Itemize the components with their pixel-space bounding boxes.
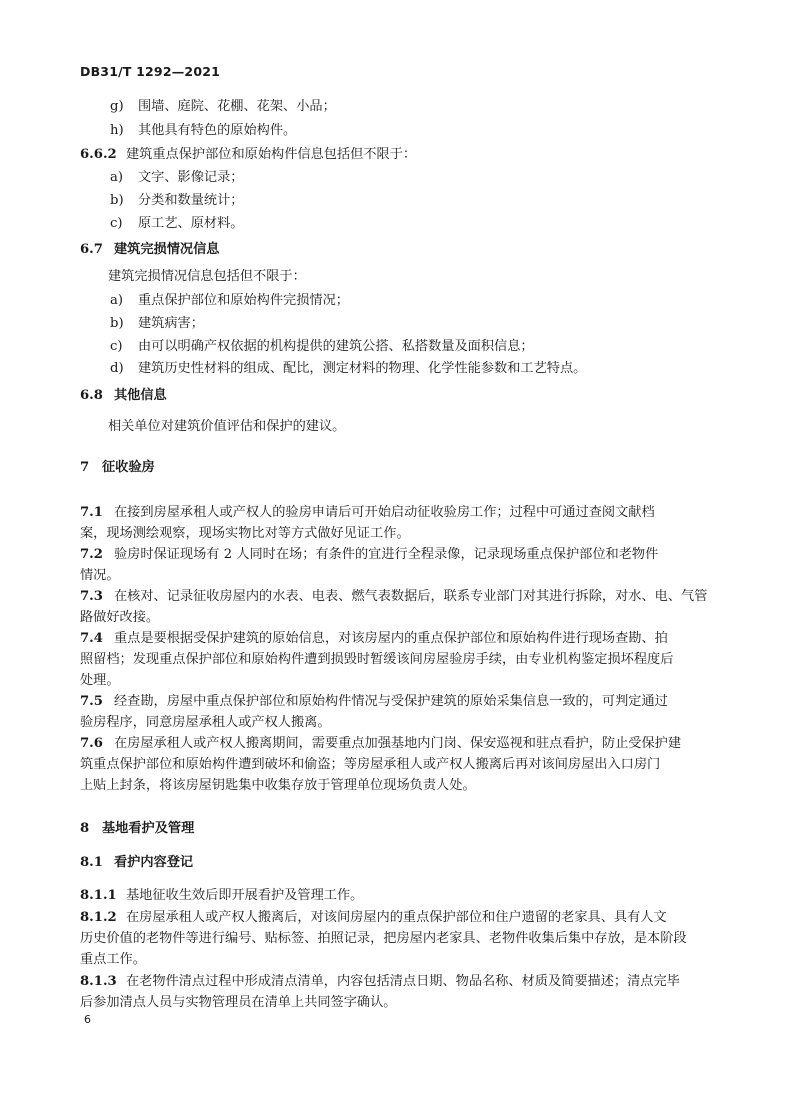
paragraph-continuation: 上贴上封条，将该房屋钥匙集中收集存放于管理单位现场负责人处。 xyxy=(80,778,476,793)
clause-number: 7.1 xyxy=(80,505,103,520)
paragraph-continuation: 验房程序，同意房屋承租人或产权人搬离。 xyxy=(80,715,331,730)
clause-text: 基地征收生效后即开展看护及管理工作。 xyxy=(126,888,364,903)
section-title: 看护内容登记 xyxy=(114,855,194,870)
paragraph: 相关单位对建筑价值评估和保护的建议。 xyxy=(108,419,346,434)
clause-number: 7.3 xyxy=(80,589,103,604)
clause-text: 在核对、记录征收房屋内的水表、电表、燃气表数据后，联系专业部门对其进行拆除，对水、电、气管 xyxy=(114,589,708,604)
clause-paragraph xyxy=(80,629,668,649)
list-label: b) xyxy=(110,316,124,331)
chapter-title: 征收验房 xyxy=(102,460,155,475)
list-text: 其他具有特色的原始构件。 xyxy=(138,123,297,138)
list-label: c) xyxy=(110,216,123,231)
clause-number: 6.6.2 xyxy=(80,147,117,162)
clause-number: 8.1.1 xyxy=(80,888,117,903)
paragraph-continuation: 重点工作。 xyxy=(80,952,146,967)
paragraph-continuation: 路做好改接。 xyxy=(80,610,160,625)
list-text: 重点保护部位和原始构件完损情况； xyxy=(138,293,349,308)
clause-number: 7.2 xyxy=(80,547,103,562)
section-heading xyxy=(80,240,220,260)
list-text: 由可以明确产权依据的机构提供的建筑公搭、私搭数量及面积信息； xyxy=(138,339,534,354)
paragraph-continuation: 案，现场测绘观察，现场实物比对等方式做好见证工作。 xyxy=(80,526,410,541)
clause-text: 在房屋承租人或产权人搬离后，对该间房屋内的重点保护部位和住户遗留的老家具、具有人文 xyxy=(126,910,667,925)
clause-text: 在房屋承租人或产权人搬离期间，需要重点加强基地内门岗、保安巡视和驻点看护，防止受保护建 xyxy=(114,736,682,751)
list-label: h) xyxy=(110,123,124,138)
paragraph-continuation: 照留档；发现重点保护部位和原始构件遭到损毁时暂缓该间房屋验房手续，由专业机构鉴定损坏程度后 xyxy=(80,652,674,667)
list-text: 文字、影像记录； xyxy=(138,170,244,185)
standard-code: DB31/T 1292—2021 xyxy=(80,64,221,79)
list-item xyxy=(110,121,296,141)
clause-number: 8.1.3 xyxy=(80,974,117,989)
section-number: 6.8 xyxy=(80,388,103,403)
paragraph-continuation: 后参加清点人员与实物管理员在清单上共同签字确认。 xyxy=(80,995,397,1010)
list-item xyxy=(110,191,244,211)
list-text: 建筑病害； xyxy=(138,316,204,331)
clause-text: 在接到房屋承租人或产权人的验房申请后可开始启动征收验房工作；过程中可通过查阅文献档 xyxy=(114,505,655,520)
clause-paragraph xyxy=(80,503,655,523)
list-label: a) xyxy=(110,170,124,185)
clause-number: 7.4 xyxy=(80,631,103,646)
clause-paragraph xyxy=(80,972,680,992)
chapter-number: 7 xyxy=(80,460,90,475)
clause-paragraph xyxy=(80,692,668,712)
clause-paragraph xyxy=(80,886,363,906)
clause-text: 经查勘，房屋中重点保护部位和原始构件情况与受保护建筑的原始采集信息一致的，可判定通过 xyxy=(114,694,668,709)
section-title: 其他信息 xyxy=(114,388,167,403)
list-label: d) xyxy=(110,361,124,376)
section-heading xyxy=(80,853,193,873)
list-label: b) xyxy=(110,193,124,208)
section-number: 8.1 xyxy=(80,855,103,870)
list-item xyxy=(110,291,349,311)
chapter-number: 8 xyxy=(80,821,90,836)
clause-paragraph xyxy=(80,587,707,607)
clause-paragraph xyxy=(80,908,667,928)
list-item xyxy=(110,314,204,334)
paragraph: 建筑完损情况信息包括但不限于： xyxy=(108,269,306,284)
list-label: g) xyxy=(110,99,124,114)
list-item xyxy=(110,168,244,188)
list-text: 原工艺、原材料。 xyxy=(138,216,244,231)
paragraph-continuation: 筑重点保护部位和原始构件遭到破坏和偷盗；等房屋承租人或产权人搬离后再对该间房屋出入口房门 xyxy=(80,757,661,772)
section-number: 6.7 xyxy=(80,242,103,257)
section-heading xyxy=(80,386,167,406)
list-item xyxy=(110,214,244,234)
list-label: c) xyxy=(110,339,123,354)
list-item xyxy=(110,97,336,117)
clause-paragraph xyxy=(80,545,658,565)
section-title: 建筑完损情况信息 xyxy=(114,242,220,257)
clause-text: 建筑重点保护部位和原始构件信息包括但不限于： xyxy=(126,147,417,162)
list-item xyxy=(110,359,586,379)
list-text: 围墙、庭院、花棚、花架、小品； xyxy=(138,99,336,114)
chapter-title: 基地看护及管理 xyxy=(102,821,195,836)
clause-text: 重点是要根据受保护建筑的原始信息，对该房屋内的重点保护部位和原始构件进行现场查勘、拍 xyxy=(114,631,668,646)
clause-number: 8.1.2 xyxy=(80,910,117,925)
clause-paragraph xyxy=(80,734,681,754)
clause-text: 验房时保证现场有 2 人同时在场；有条件的宜进行全程录像，记录现场重点保护部位和老物件 xyxy=(114,547,659,562)
paragraph-continuation: 历史价值的老物件等进行编号、贴标签、拍照记录，把房屋内老家具、老物件收集后集中存放，是本阶段 xyxy=(80,931,687,946)
paragraph-continuation: 处理。 xyxy=(80,673,120,688)
list-text: 建筑历史性材料的组成、配比，测定材料的物理、化学性能参数和工艺特点。 xyxy=(138,361,587,376)
list-text: 分类和数量统计； xyxy=(138,193,244,208)
clause-number: 7.6 xyxy=(80,736,103,751)
clause-text: 在老物件清点过程中形成清点清单，内容包括清点日期、物品名称、材质及简要描述；清点完毕 xyxy=(126,974,680,989)
clause-number: 7.5 xyxy=(80,694,103,709)
paragraph-continuation: 情况。 xyxy=(80,568,120,583)
list-label: a) xyxy=(110,293,124,308)
chapter-heading xyxy=(80,819,194,839)
chapter-heading xyxy=(80,458,155,478)
page-number: 6 xyxy=(84,1013,91,1026)
clause-heading xyxy=(80,145,416,165)
list-item xyxy=(110,337,534,357)
